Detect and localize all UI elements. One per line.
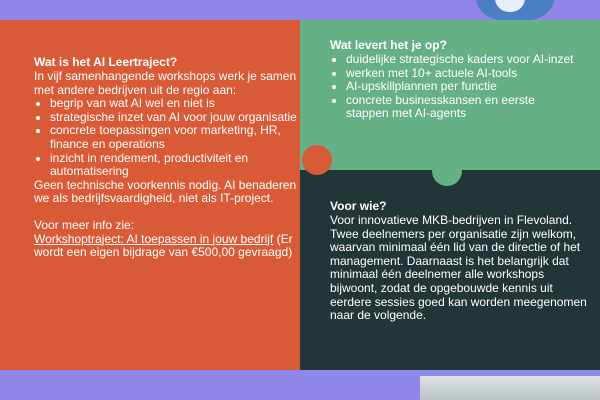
panel-what-is (0, 20, 318, 370)
list-item: • AI-upskillplannen per functie (346, 80, 576, 94)
more-info-line (34, 233, 298, 260)
contribution-note: (Er wordt een eigen bijdrage van €500,00 gevraagd) (34, 231, 293, 260)
list-item: • werken met 10+ actuele AI-tools (346, 67, 576, 81)
list-item: • duidelijke strategische kaders voor AI-inzet (346, 53, 576, 67)
list-item: • concrete toepassingen voor marketing, HR, finance en operations (50, 124, 298, 151)
puzzle-knob-green (432, 156, 462, 186)
panel-benefits-heading: Wat levert het je op? (330, 38, 447, 52)
panel-what-is-list (34, 97, 298, 179)
decorative-illustration-top (475, 0, 555, 20)
list-item: • inzicht in rendement, productiviteit en automatisering (50, 152, 298, 179)
more-info-label: Voor meer info zie: (34, 217, 135, 232)
panel-what-is-heading: Wat is het AI Leertraject? (34, 55, 178, 69)
panel-what-is-intro: In vijf samenhangende workshops werk je samen met andere bedrijven uit de regio aan: (34, 69, 297, 97)
puzzle-knob-orange (302, 145, 332, 175)
spacer (34, 206, 298, 219)
decorative-photo-bottom (420, 376, 600, 400)
panel-benefits (300, 20, 600, 170)
list-item: • concrete businesskansen en eerste stappen met AI-agents (346, 94, 576, 121)
list-item: • begrip van wat AI wel en niet is (50, 97, 298, 111)
panel-audience-heading: Voor wie? (330, 199, 387, 213)
panel-audience (300, 170, 600, 370)
list-item: • strategische inzet van AI voor jouw organisatie (50, 111, 298, 125)
panel-benefits-list (330, 53, 576, 121)
panel-what-is-note: Geen technische voorkennis nodig. AI benaderen we als bedrijfsvaardigheid, niet als IT-project. (34, 177, 297, 206)
panel-audience-body: Voor innovatieve MKB-bedrijven in Flevoland. Twee deelnemers per organisatie zijn welkom, waarvan minimaal één lid van de directie of het management. Daarnaast is het belangrijk dat minimaal één deelnemer alle workshops bijwoont, zodat de opgebouwde kennis uit eerdere sessies goed kan worden meegenomen naar de volgende. (330, 213, 587, 323)
workshop-link[interactable]: Workshoptraject: AI toepassen in jouw bedrijf (34, 231, 274, 246)
